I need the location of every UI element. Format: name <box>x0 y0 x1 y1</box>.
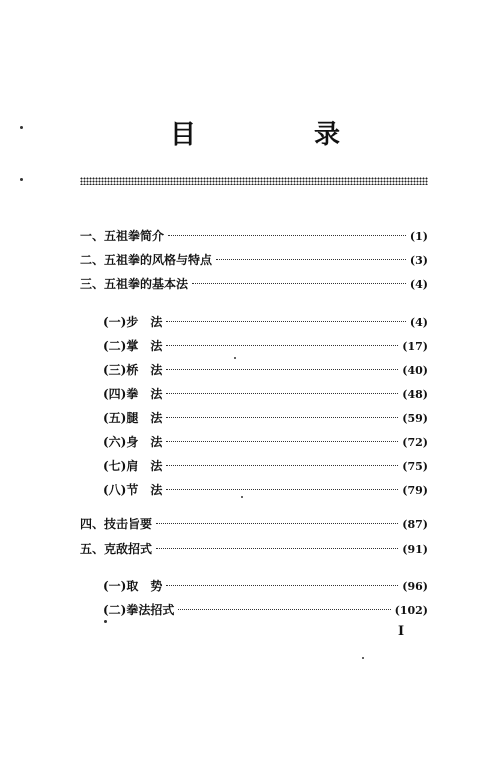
toc-subentry-7[interactable] <box>103 458 428 474</box>
toc-entry-page: (75) <box>402 460 428 473</box>
toc-entry-label: 二、五祖拳的风格与特点 <box>80 253 213 267</box>
toc-subentry-2[interactable] <box>103 338 428 354</box>
dot-leader <box>166 441 398 442</box>
toc-entry-label: (八)节 法 <box>103 483 163 497</box>
toc-subentry-5[interactable] <box>103 410 428 426</box>
toc-entry-label: 三、五祖拳的基本法 <box>80 277 189 291</box>
toc-subentry-10[interactable] <box>103 602 428 618</box>
toc-entry-page: (17) <box>402 340 428 353</box>
dot-leader <box>166 585 398 586</box>
title-char-right: 录 <box>313 119 340 150</box>
toc-entry-label: (一)取 势 <box>103 579 163 593</box>
dot-leader <box>156 523 398 524</box>
toc-entry-page: (79) <box>402 484 428 497</box>
toc-entry-label: 五、克敌招式 <box>80 542 153 556</box>
toc-entry-label: (四)拳 法 <box>103 387 163 401</box>
toc-entry-label: (一)步 法 <box>103 315 163 329</box>
toc-entry-label: (三)桥 法 <box>103 363 163 377</box>
toc-entry-label: 一、五祖拳简介 <box>80 229 165 243</box>
title-char-left: 目 <box>170 119 197 150</box>
toc-subentry-8[interactable] <box>103 482 428 498</box>
toc-subentry-3[interactable] <box>103 362 428 378</box>
toc-entry-page: (4) <box>409 278 428 291</box>
decorative-divider <box>80 177 428 185</box>
toc-entry-label: (二)掌 法 <box>103 339 163 353</box>
toc-entry-page: (102) <box>394 604 428 617</box>
toc-subentry-9[interactable] <box>103 578 428 594</box>
scan-speck <box>20 178 23 181</box>
dot-leader <box>166 321 406 322</box>
toc-subentry-1[interactable] <box>103 314 428 330</box>
toc-subentry-4[interactable] <box>103 386 428 402</box>
toc-entry-page: (48) <box>402 388 428 401</box>
dot-leader <box>168 235 406 236</box>
dot-leader <box>166 345 398 346</box>
scan-speck <box>104 620 107 623</box>
toc-entry-page: (59) <box>402 412 428 425</box>
page-number: I <box>398 624 405 639</box>
toc-entry-2[interactable] <box>80 252 428 268</box>
toc-entry-4[interactable] <box>80 516 428 532</box>
toc-entry-page: (72) <box>402 436 428 449</box>
scan-speck <box>20 126 23 129</box>
toc-entry-3[interactable] <box>80 276 428 292</box>
scan-speck <box>362 657 364 659</box>
toc-subentry-6[interactable] <box>103 434 428 450</box>
toc-entry-5[interactable] <box>80 541 428 557</box>
toc-entry-page: (40) <box>402 364 428 377</box>
dot-leader <box>166 369 398 370</box>
dot-leader <box>166 489 398 490</box>
scan-speck <box>234 357 236 359</box>
toc-entry-page: (1) <box>409 230 428 243</box>
dot-leader <box>166 393 398 394</box>
scan-speck <box>241 496 243 498</box>
page-title <box>170 112 340 152</box>
dot-leader <box>166 465 398 466</box>
toc-entry-page: (3) <box>409 254 428 267</box>
dot-leader <box>156 548 398 549</box>
toc-entry-label: (五)腿 法 <box>103 411 163 425</box>
toc-entry-page: (96) <box>402 580 428 593</box>
toc-entry-page: (91) <box>402 543 428 556</box>
toc-entry-page: (87) <box>402 518 428 531</box>
toc-entry-label: (二)拳法招式 <box>103 603 175 617</box>
toc-entry-label: 四、技击旨要 <box>80 517 153 531</box>
dot-leader <box>166 417 398 418</box>
toc-entry-page: (4) <box>409 316 428 329</box>
toc-entry-label: (七)肩 法 <box>103 459 163 473</box>
toc-entry-1[interactable] <box>80 228 428 244</box>
toc-entry-label: (六)身 法 <box>103 435 163 449</box>
dot-leader <box>216 259 406 260</box>
dot-leader <box>178 609 390 610</box>
dot-leader <box>192 283 406 284</box>
